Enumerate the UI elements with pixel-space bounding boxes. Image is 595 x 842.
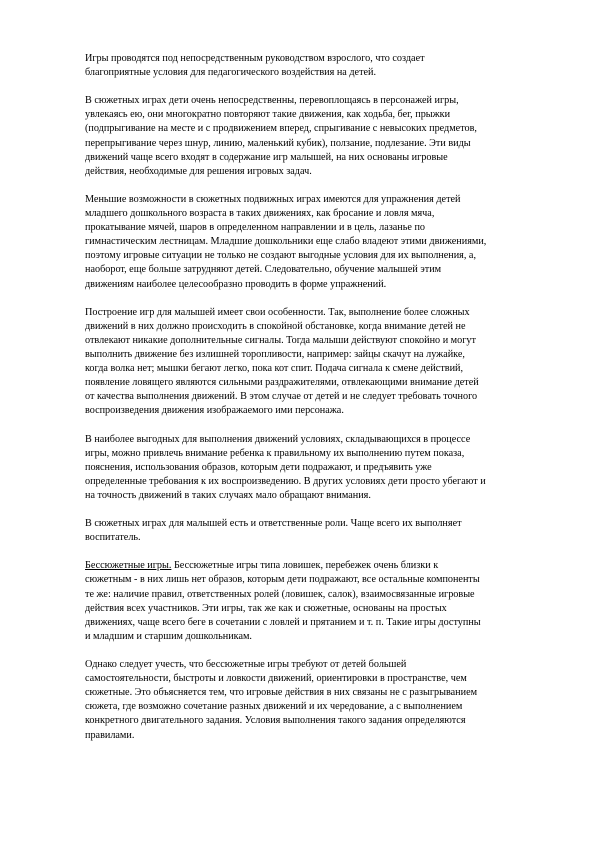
paragraph-text: В сюжетных играх дети очень непосредственны, перевоплощаясь в персонажей игры, увлекаясь ею, они многократно повторяют такие движения, как ходьба, бег, прыжки (подпрыгивание на месте и с продвижением вперед, спрыгивание с невысоких предметов, перепрыгивание через шнур, линию, маленький кубик), ползание, подлезание. Эти виды движений чаще всего входят в содержание игр малышей, на них основаны игровые действия, необходимые для решения игровых задач.: [85, 95, 477, 177]
paragraph-limited-opportunities: [85, 193, 530, 292]
paragraph-plotless-requirements: [85, 658, 530, 743]
paragraph-plotless-games: [85, 559, 530, 644]
paragraph-text: Бессюжетные игры типа ловишек, перебежек очень близки к сюжетным - в них лишь нет образов, которым дети подражают, все остальные компоненты те же: наличие правил, ответственных ролей (ловишек, салок), взаимосвязанные игровые действия всех участников. Эти игры, так же как и сюжетные, основаны на простых движениях, чаще всего беге в сочетании с ловлей и прятанием и т. п. Такие игры доступны и младшим и старшим дошкольникам.: [85, 560, 481, 642]
paragraph-games-guidance: [85, 52, 530, 80]
paragraph-favorable-conditions: [85, 433, 530, 503]
paragraph-text: В сюжетных играх для малышей есть и ответственные роли. Чаще всего их выполняет воспитатель.: [85, 518, 462, 544]
paragraph-text: Построение игр для малышей имеет свои особенности. Так, выполнение более сложных движений в них должно происходить в спокойной обстановке, когда внимание детей не отвлекают никакие дополнительные сигналы. Тогда малыши действуют спокойно и могут выполнить движение без излишней торопливости, например: зайцы скачут на лужайке, когда волка нет; мышки бегают легко, пока кот спит. Подача сигнала к смене действий, появление ловящего являются сильными раздражителями, отвлекающими внимание детей от качества выполнения движений. В этом случае от детей и не следует требовать точного воспроизведения движения изображаемого ими персонажа.: [85, 306, 479, 417]
paragraph-game-structure: [85, 306, 530, 419]
document-page: [85, 52, 530, 757]
section-heading: Бессюжетные игры.: [85, 560, 172, 572]
paragraph-text: В наиболее выгодных для выполнения движений условиях, складывающихся в процессе игры, можно привлечь внимание ребенка к правильному их выполнению путем показа, пояснения, использования образов, которым дети подражают, и предъявить уже определенные требования к их воспроизведению. В других условиях дети просто убегают и на точность движений в таких случаях мало обращают внимания.: [85, 433, 486, 501]
paragraph-text: Игры проводятся под непосредственным руководством взрослого, что создает благоприятные условия для педагогического воздействия на детей.: [85, 53, 425, 79]
paragraph-text: Однако следует учесть, что бессюжетные игры требуют от детей большей самостоятельности, быстроты и ловкости движений, ориентировки в пространстве, чем сюжетные. Это объясняется тем, что игровые действия в них связаны не с разыгрыванием сюжета, где возможно сочетание разных движений и их чередование, а с выполнением конкретного двигательного задания. Условия выполнения такого задания определяются правилами.: [85, 659, 478, 741]
paragraph-responsible-roles: [85, 517, 530, 545]
paragraph-text: Меньшие возможности в сюжетных подвижных играх имеются для упражнения детей младшего дошкольного возраста в таких движениях, как бросание и ловля мяча, прокатывание мячей, шаров в определенном направлении и в цель, лазанье по гимнастическим лестницам. Младшие дошкольники еще слабо владеют этими движениями, поэтому игровые ситуации не только не создают выгодные условия для их выполнения, а, наоборот, еще больше затрудняют детей. Следовательно, обучение малышей этим движениям наиболее целесообразно проводить в форме упражнений.: [85, 193, 487, 290]
paragraph-plot-games-movements: [85, 94, 530, 179]
